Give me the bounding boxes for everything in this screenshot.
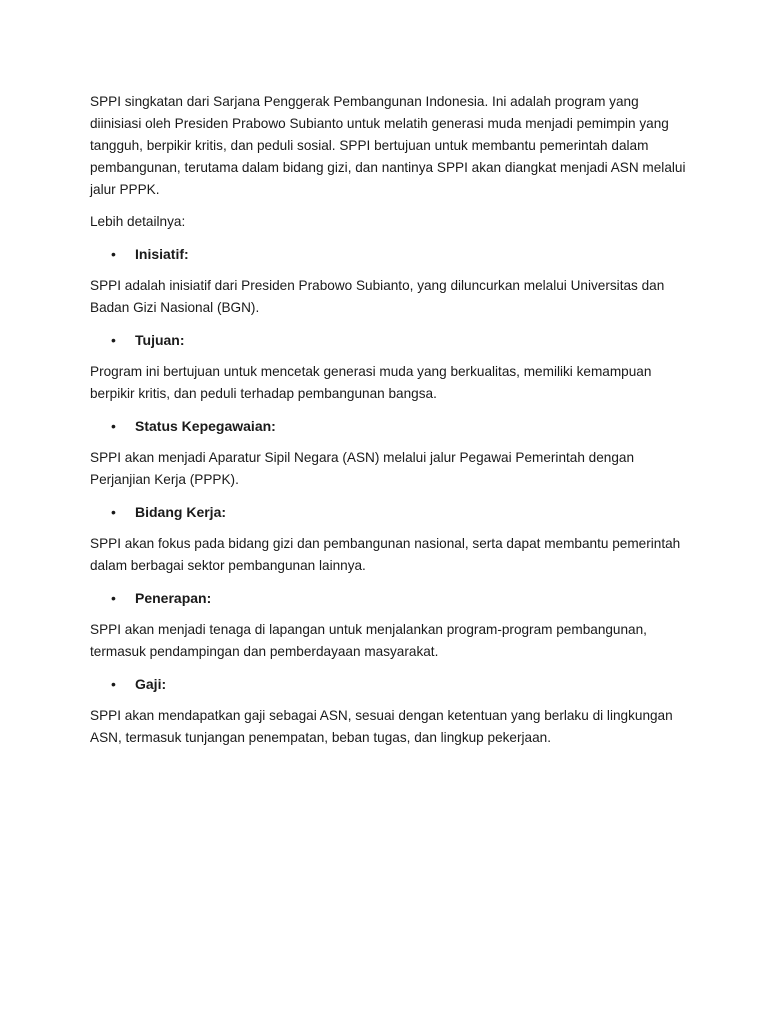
section-label: Bidang Kerja: [135, 504, 227, 520]
bullet-icon: • [111, 504, 116, 520]
section-text: SPPI akan menjadi Aparatur Sipil Negara (ASN) melalui jalur Pegawai Pemerintah dengan Perjanjian Kerja (PPPK). [90, 450, 635, 487]
bullet-item [90, 501, 690, 523]
section-label: Status Kepegawaian: [135, 418, 276, 434]
section-text: SPPI adalah inisiatif dari Presiden Prabowo Subianto, yang diluncurkan melalui Universitas dan Badan Gizi Nasional (BGN). [90, 278, 665, 315]
bullet-icon: • [111, 246, 116, 262]
section-text: SPPI akan menjadi tenaga di lapangan untuk menjalankan program-program pembangunan, termasuk pendampingan dan pemberdayaan masyarakat. [90, 622, 647, 659]
section-label: Gaji: [135, 676, 167, 692]
bullet-icon: • [111, 418, 116, 434]
detail-heading: Lebih detailnya: [90, 214, 186, 229]
bullet-item [90, 415, 690, 437]
section-label: Tujuan: [135, 332, 185, 348]
section-label: Inisiatif: [135, 246, 189, 262]
bullet-item [90, 329, 690, 351]
bullet-icon: • [111, 676, 116, 692]
section-text: SPPI akan mendapatkan gaji sebagai ASN, sesuai dengan ketentuan yang berlaku di lingkungan ASN, termasuk tunjangan penempatan, beban tugas, dan lingkup pekerjaan. [90, 708, 673, 745]
section-gaji [90, 673, 690, 749]
document-body [90, 91, 690, 759]
bullet-item [90, 243, 690, 265]
section-penerapan [90, 587, 690, 663]
section-label: Penerapan: [135, 590, 212, 606]
intro-paragraph: SPPI singkatan dari Sarjana Penggerak Pembangunan Indonesia. Ini adalah program yang diinisiasi oleh Presiden Prabowo Subianto untuk melatih generasi muda menjadi pemimpin yang tangguh, berpikir kritis, dan peduli sosial. SPPI bertujuan untuk membantu pemerintah dalam pembangunan, terutama dalam bidang gizi, dan nantinya SPPI akan diangkat menjadi ASN melalui jalur PPPK. [90, 94, 686, 197]
section-inisiatif [90, 243, 690, 319]
section-status-kepegawaian [90, 415, 690, 491]
bullet-icon: • [111, 332, 116, 348]
section-bidang-kerja [90, 501, 690, 577]
section-tujuan [90, 329, 690, 405]
bullet-icon: • [111, 590, 116, 606]
section-text: SPPI akan fokus pada bidang gizi dan pembangunan nasional, serta dapat membantu pemerintah dalam berbagai sektor pembangunan lainnya. [90, 536, 681, 573]
bullet-item [90, 673, 690, 695]
section-text: Program ini bertujuan untuk mencetak generasi muda yang berkualitas, memiliki kemampuan berpikir kritis, dan peduli terhadap pembangunan bangsa. [90, 364, 652, 401]
bullet-item [90, 587, 690, 609]
